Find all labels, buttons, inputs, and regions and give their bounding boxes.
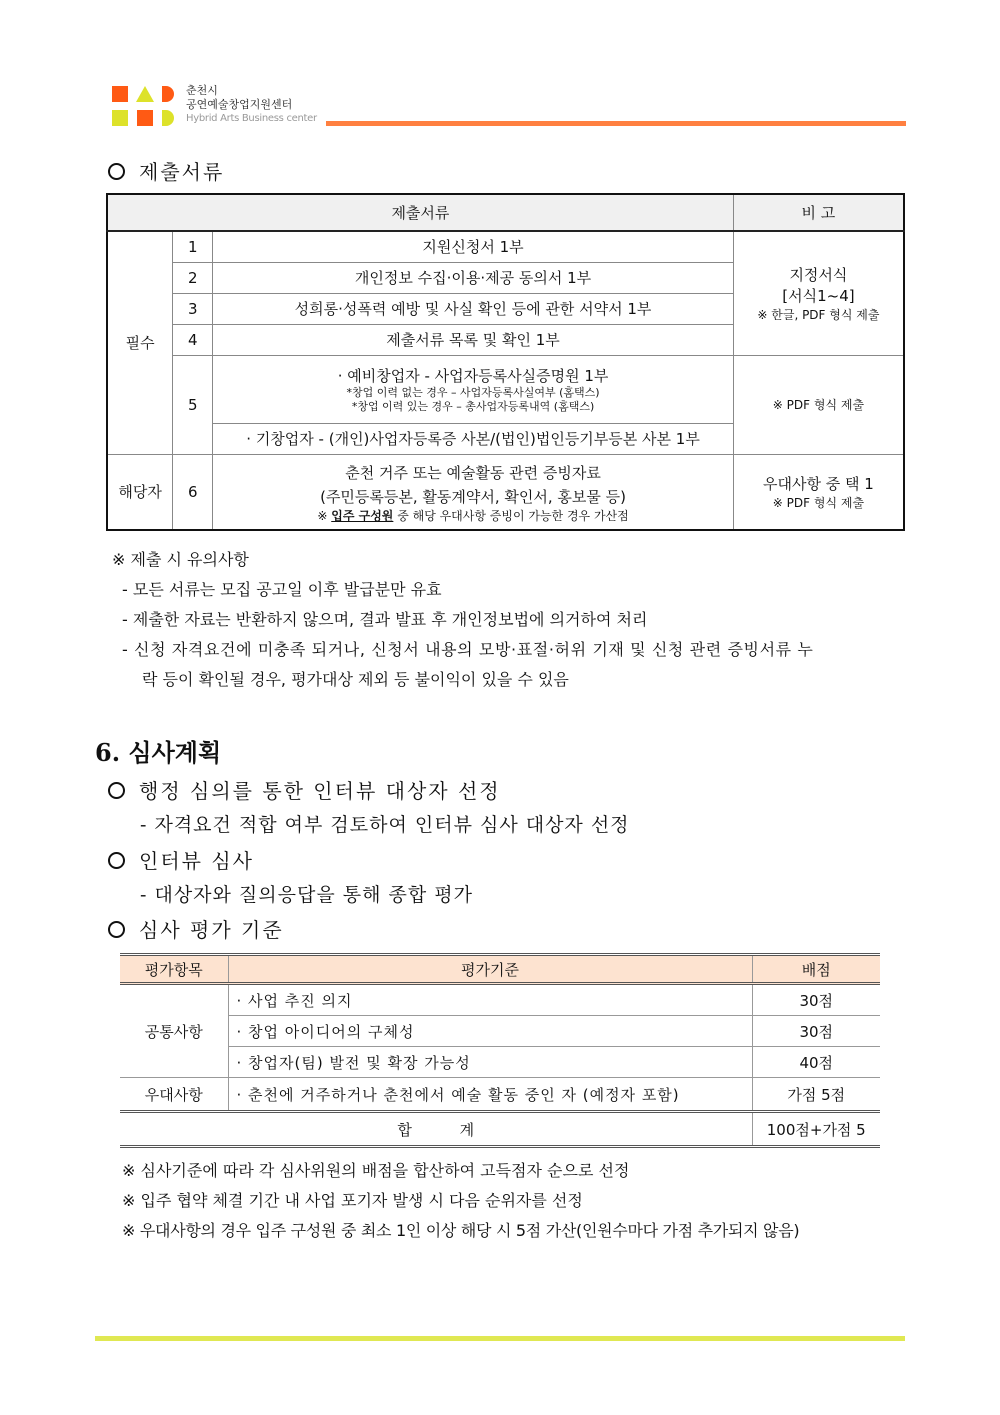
- row-doc: 지원신청서 1부: [213, 231, 734, 262]
- note-pdf: ※ PDF 형식 제출: [733, 355, 904, 454]
- doc-note-rest: 중 해당 우대사항 증빙이 가능한 경우 가산점: [393, 508, 629, 523]
- table-row: [107, 231, 904, 262]
- logo-d-orange: [162, 86, 174, 102]
- circle-bullet-icon: [108, 852, 125, 869]
- row-doc: 성희롱·성폭력 예방 및 사실 확인 등에 관한 서약서 1부: [213, 293, 734, 324]
- doc-note-prefix: ※: [317, 508, 332, 523]
- col-points: 배점: [752, 955, 880, 984]
- circle-bullet-icon: [108, 163, 125, 180]
- review-note: ※ 우대사항의 경우 입주 구성원 중 최소 1인 이상 해당 시 5점 가산(인원수마다 가점 추가되지 않음): [122, 1221, 800, 1240]
- review-notes: [122, 1156, 799, 1246]
- criteria-points: 가점 5점: [752, 1078, 880, 1112]
- group-applicable: 해당자: [107, 454, 173, 530]
- note-pref-line2: ※ PDF 형식 제출: [772, 495, 865, 510]
- row-no: 1: [173, 231, 213, 262]
- note-forms-line2: [서식1~4]: [782, 286, 855, 305]
- caution-item: - 제출한 자료는 반환하지 않으며, 결과 발표 후 개인정보법에 의거하여 처리: [122, 610, 648, 629]
- submission-cautions: [112, 545, 813, 695]
- logo-square-orange-2: [137, 110, 153, 126]
- note-pref: [733, 454, 904, 530]
- group-pref: 우대사항: [120, 1078, 228, 1112]
- doc-line2: (주민등록등본, 활동계약서, 확인서, 홍보물 등): [320, 487, 626, 506]
- total-points: 100점+가점 5: [752, 1112, 880, 1147]
- row-no: 5: [173, 355, 213, 454]
- table-row: [107, 355, 904, 423]
- caution-item-continued: 락 등이 확인될 경우, 평가대상 제외 등 불이익이 있을 수 있음: [142, 670, 569, 689]
- logo-english: Hybrid Arts Business center: [186, 113, 317, 124]
- logo-square-lime: [112, 110, 128, 126]
- col-item: 평가항목: [120, 955, 228, 984]
- row-no: 6: [173, 454, 213, 530]
- row-doc: 개인정보 수집·이용·제공 동의서 1부: [213, 262, 734, 293]
- note-forms: [733, 231, 904, 355]
- criteria-points: 30점: [752, 984, 880, 1016]
- circle-bullet-icon: [108, 921, 125, 938]
- criteria-header: [120, 955, 880, 984]
- review-title: 6. 심사계획: [95, 738, 222, 767]
- review-item-text: 심사 평가 기준: [139, 918, 284, 942]
- col-note: 비 고: [733, 194, 904, 231]
- review-item-heading: [108, 775, 501, 804]
- review-item-text: 행정 심의를 통한 인터뷰 대상자 선정: [139, 779, 501, 803]
- row-doc: [213, 454, 734, 530]
- logo-text: [186, 84, 317, 126]
- header-divider: [326, 121, 906, 126]
- caution-item: - 신청 자격요건에 미충족 되거나, 신청서 내용의 모방·표절·허위 기재 및 신청 관련 증빙서류 누: [122, 640, 814, 659]
- review-item-heading: [108, 914, 284, 943]
- group-common: 공통사항: [120, 984, 228, 1078]
- submission-heading: [108, 156, 224, 185]
- criteria-row: [120, 1078, 880, 1112]
- criteria-row: [120, 1047, 880, 1078]
- doc-a-sub2: *창업 이력 있는 경우 – 총사업자등록내역 (홈택스): [351, 399, 595, 413]
- total-label: 합 계: [120, 1112, 752, 1147]
- criteria-text: · 창업 아이디어의 구체성: [228, 1016, 752, 1047]
- note-forms-line1: 지정서식: [789, 265, 848, 284]
- note-pref-line1: 우대사항 중 택 1: [763, 474, 874, 493]
- row-doc-a: [213, 355, 734, 423]
- table-header: [107, 194, 904, 231]
- row-doc: 제출서류 목록 및 확인 1부: [213, 324, 734, 355]
- cautions-title: ※ 제출 시 유의사항: [112, 550, 249, 569]
- criteria-points: 30점: [752, 1016, 880, 1047]
- logo-square-orange: [112, 86, 128, 102]
- logo-triangle-lime: [136, 86, 154, 102]
- criteria-text: · 춘천에 거주하거나 춘천에서 예술 활동 중인 자 (예정자 포함): [228, 1078, 752, 1112]
- criteria-text: · 창업자(팀) 발전 및 확장 가능성: [228, 1047, 752, 1078]
- submission-table: [106, 193, 905, 531]
- group-required: 필수: [107, 231, 173, 454]
- row-doc-b: · 기창업자 - (개인)사업자등록증 사본/(법인)법인등기부등본 사본 1부: [213, 423, 734, 454]
- review-item-sub: - 대상자와 질의응답을 통해 종합 평가: [140, 884, 473, 906]
- criteria-total-row: [120, 1112, 880, 1147]
- note-forms-line3: ※ 한글, PDF 형식 제출: [757, 307, 880, 322]
- doc-note-emph: 입주 구성원: [331, 508, 394, 523]
- logo-d-lime: [162, 110, 174, 126]
- review-item-text: 인터뷰 심사: [139, 849, 254, 873]
- review-note: ※ 심사기준에 따라 각 심사위원의 배점을 합산하여 고득점자 순으로 선정: [122, 1161, 630, 1180]
- footer-divider: [95, 1336, 905, 1341]
- circle-bullet-icon: [108, 782, 125, 799]
- review-item-sub: - 자격요건 적합 여부 검토하여 인터뷰 심사 대상자 선정: [140, 814, 630, 836]
- col-docs: 제출서류: [107, 194, 733, 231]
- logo-mark: [112, 86, 192, 128]
- criteria-table: [120, 953, 880, 1148]
- logo-city: 춘천시: [186, 84, 218, 97]
- criteria-points: 40점: [752, 1047, 880, 1078]
- review-note: ※ 입주 협약 체결 기간 내 사업 포기자 발생 시 다음 순위자를 선정: [122, 1191, 583, 1210]
- criteria-row: [120, 1016, 880, 1047]
- doc-a-sub1: *창업 이력 없는 경우 – 사업자등록사실여부 (홈택스): [346, 385, 600, 399]
- row-no: 4: [173, 324, 213, 355]
- criteria-row: [120, 984, 880, 1016]
- submission-heading-text: 제출서류: [139, 160, 225, 184]
- review-item-heading: [108, 845, 254, 874]
- row-no: 2: [173, 262, 213, 293]
- col-criteria: 평가기준: [228, 955, 752, 984]
- row-no: 3: [173, 293, 213, 324]
- doc-a-main: · 예비창업자 - 사업자등록사실증명원 1부: [337, 366, 609, 385]
- criteria-text: · 사업 추진 의지: [228, 984, 752, 1016]
- logo-org: 공연예술창업지원센터: [186, 98, 293, 111]
- doc-note: [213, 509, 733, 523]
- doc-line1: 춘천 거주 또는 예술활동 관련 증빙자료: [345, 463, 601, 482]
- table-row: [107, 454, 904, 530]
- caution-item: - 모든 서류는 모집 공고일 이후 발급분만 유효: [122, 580, 442, 599]
